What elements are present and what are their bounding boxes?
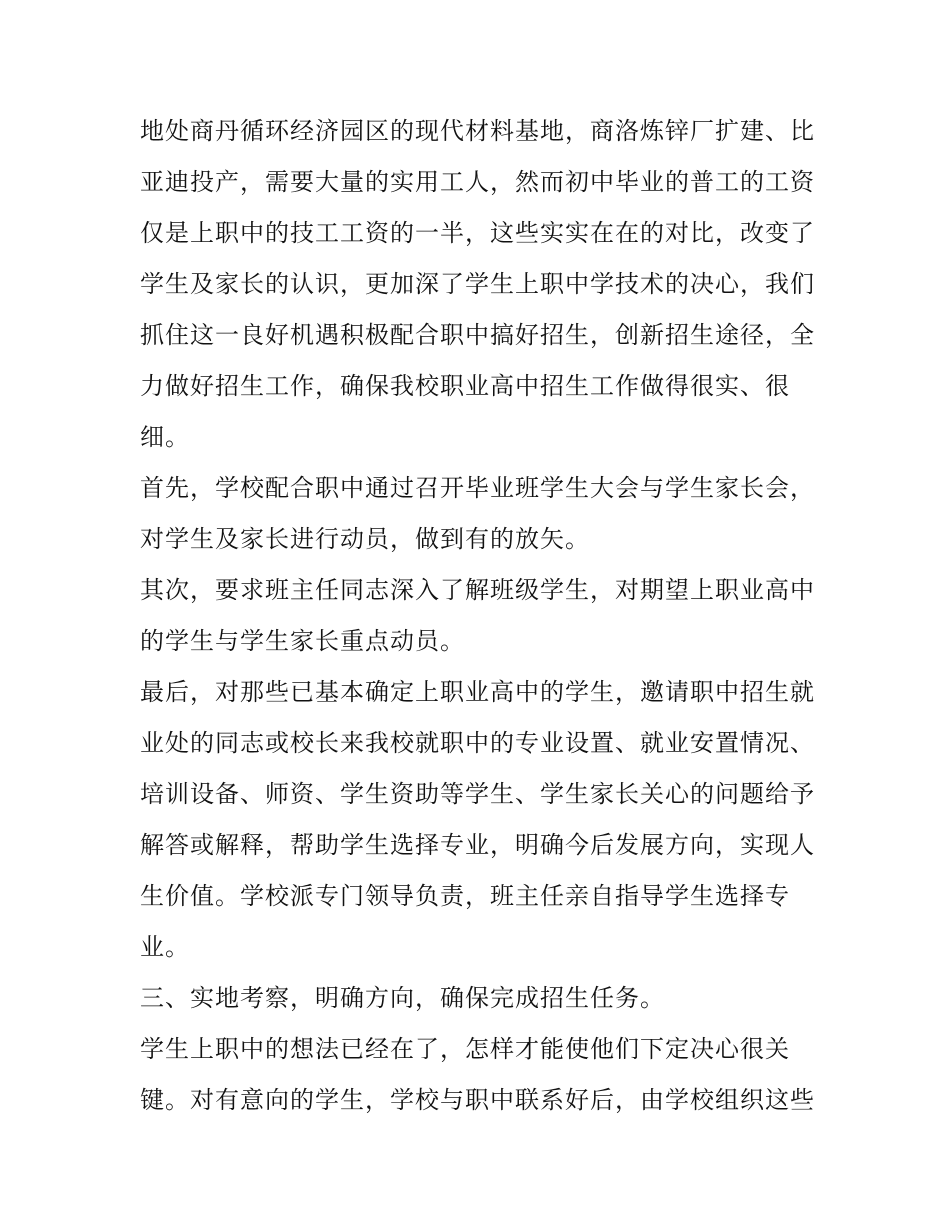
text-line: 力做好招生工作，确保我校职业高中招生工作做得很实、很 — [140, 372, 790, 400]
text-line: 地处商丹循环经济园区的现代材料基地，商洛炼锌厂扩建、比 — [140, 117, 815, 145]
paragraph-4 — [140, 667, 820, 973]
text-line: 仅是上职中的技工工资的一半，这些实实在在的对比，改变了 — [140, 219, 815, 247]
text-line: 解答或解释，帮助学生选择专业，明确今后发展方向，实现人 — [140, 831, 815, 859]
text-line: 细。 — [140, 423, 190, 451]
paragraph-5 — [140, 1024, 820, 1126]
text-line: 最后，对那些已基本确定上职业高中的学生，邀请职中招生就 — [140, 678, 815, 706]
text-line: 学生上职中的想法已经在了，怎样才能使他们下定决心很关 — [140, 1035, 790, 1063]
paragraph-2 — [140, 463, 820, 565]
text-line: 学生及家长的认识，更加深了学生上职中学技术的决心，我们 — [140, 270, 815, 298]
heading-line: 三、实地考察，明确方向，确保完成招生任务。 — [140, 984, 665, 1012]
text-line: 首先，学校配合职中通过召开毕业班学生大会与学生家长会， — [140, 474, 815, 502]
text-line: 培训设备、师资、学生资助等学生、学生家长关心的问题给予 — [140, 780, 815, 808]
text-line: 其次，要求班主任同志深入了解班级学生，对期望上职业高中 — [140, 576, 815, 604]
text-line: 业处的同志或校长来我校就职中的专业设置、就业安置情况、 — [140, 729, 815, 757]
document-page — [140, 106, 820, 1126]
text-line: 键。对有意向的学生，学校与职中联系好后，由学校组织这些 — [140, 1086, 815, 1114]
paragraph-3 — [140, 565, 820, 667]
text-line: 亚迪投产，需要大量的实用工人，然而初中毕业的普工的工资 — [140, 168, 815, 196]
paragraph-1 — [140, 106, 820, 463]
section-heading — [140, 973, 820, 1024]
text-line: 对学生及家长进行动员，做到有的放矢。 — [140, 525, 590, 553]
text-line: 生价值。学校派专门领导负责，班主任亲自指导学生选择专 — [140, 882, 790, 910]
text-line: 抓住这一良好机遇积极配合职中搞好招生，创新招生途径，全 — [140, 321, 815, 349]
text-line: 业。 — [140, 933, 190, 961]
text-line: 的学生与学生家长重点动员。 — [140, 627, 465, 655]
